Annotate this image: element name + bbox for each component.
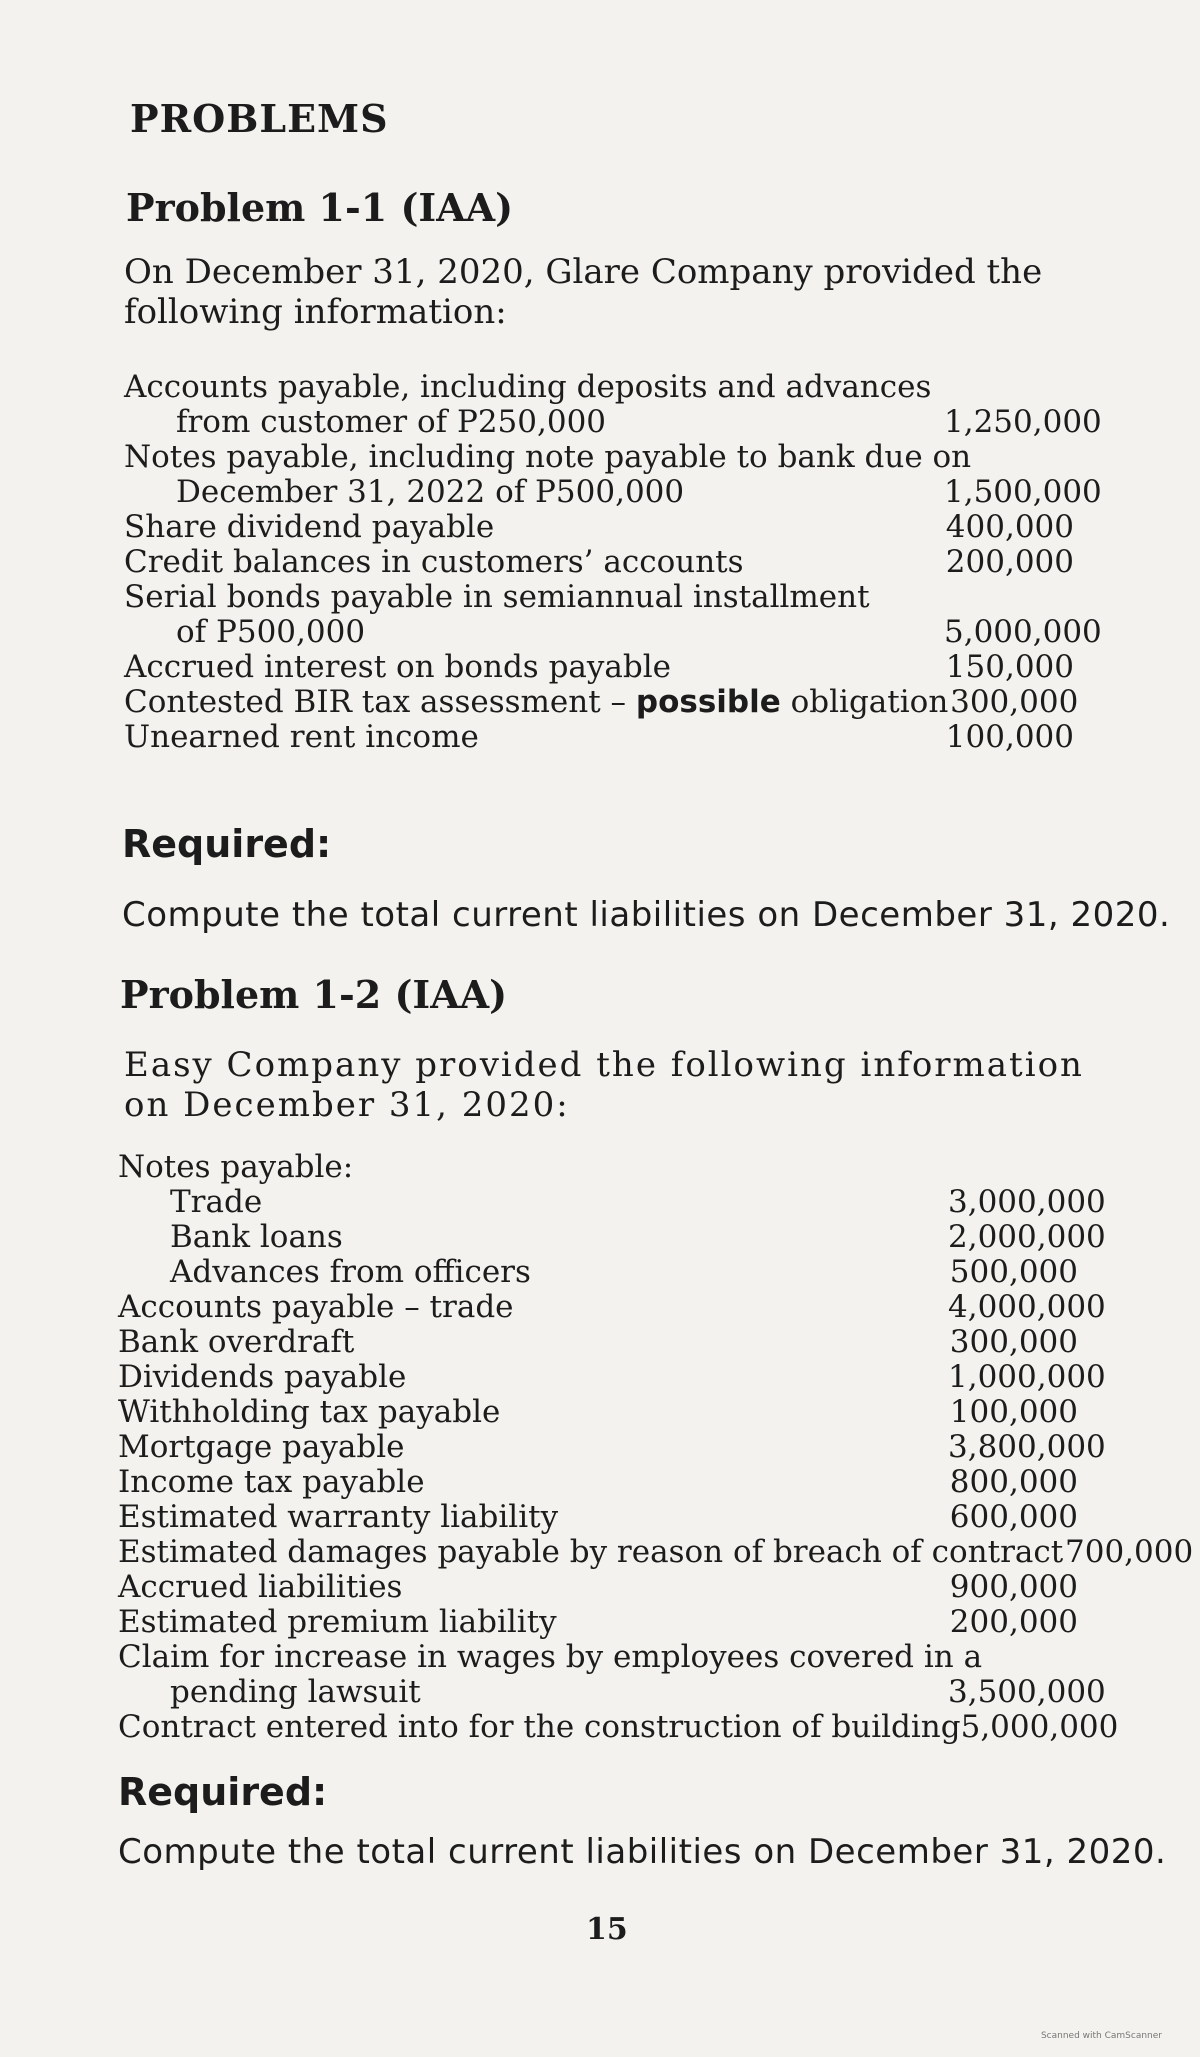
item-label: Mortgage payable (118, 1429, 405, 1465)
list-item (118, 1359, 1106, 1395)
item-label: Withholding tax payable (118, 1394, 501, 1430)
page-number: 15 (586, 1912, 628, 1947)
list-item (118, 1184, 1106, 1220)
item-amount: 1,500,000 (944, 474, 1102, 510)
item-amount: 900,000 (949, 1569, 1078, 1605)
item-label: Credit balances in customers’ accounts (124, 544, 744, 580)
item-amount: 5,000,000 (960, 1709, 1119, 1745)
item-amount: 4,000,000 (948, 1289, 1106, 1325)
section-heading: PROBLEMS (130, 96, 389, 141)
item-label-continued: of P500,000 (176, 614, 366, 650)
list-item (118, 1709, 1119, 1745)
item-label: Estimated damages payable by reason of breach of contract (118, 1534, 1064, 1570)
item-label: Income tax payable (118, 1464, 425, 1500)
item-amount: 150,000 (945, 649, 1074, 685)
scanner-watermark: Scanned with CamScanner (1040, 2031, 1162, 2041)
list-item (118, 1325, 1078, 1360)
item-label-continued: from customer of P250,000 (176, 404, 607, 440)
list-item (118, 1534, 1194, 1570)
item-label: Claim for increase in wages by employees covered in a (118, 1639, 983, 1675)
problem-2-required-text: Compute the total current liabilities on December 31, 2020. (118, 1832, 1167, 1872)
problem-1-required-label: Required: (122, 822, 332, 866)
item-label-continued: pending lawsuit (170, 1674, 421, 1710)
item-label: Accrued interest on bonds payable (124, 649, 671, 685)
problem-2-intro: Easy Company provided the following information on December 31, 2020: (124, 1045, 1084, 1125)
item-amount: 3,000,000 (948, 1184, 1106, 1220)
list-item (118, 1465, 1078, 1500)
problem-1-intro: On December 31, 2020, Glare Company provided the following information: (124, 252, 1043, 332)
list-item (118, 1639, 1106, 1710)
item-label: Notes payable, including note payable to bank due on (124, 439, 972, 475)
item-label: Share dividend payable (124, 509, 495, 545)
item-amount: 200,000 (945, 544, 1074, 580)
problem-1-items (124, 369, 1102, 755)
item-label (124, 685, 948, 720)
list-item (124, 510, 1074, 545)
group-label: Notes payable: (118, 1149, 354, 1185)
item-label: Serial bonds payable in semiannual installment (124, 579, 870, 615)
item-label-post: obligation (780, 684, 949, 720)
item-amount: 2,000,000 (948, 1219, 1106, 1255)
item-label: Trade (170, 1184, 263, 1220)
item-amount: 800,000 (949, 1464, 1078, 1500)
item-label: Advances from officers (170, 1254, 531, 1290)
item-amount: 600,000 (949, 1499, 1078, 1535)
list-item (118, 1570, 1078, 1605)
item-amount: 200,000 (949, 1604, 1078, 1640)
item-label: Estimated premium liability (118, 1604, 557, 1640)
list-item (124, 369, 1102, 440)
problem-1-title: Problem 1-1 (IAA) (126, 185, 514, 230)
item-amount: 300,000 (950, 684, 1079, 720)
item-amount: 3,800,000 (948, 1429, 1106, 1465)
item-label: Estimated warranty liability (118, 1499, 559, 1535)
list-item (118, 1219, 1106, 1255)
item-label-continued: December 31, 2022 of P500,000 (176, 474, 685, 510)
problem-2-title: Problem 1-2 (IAA) (120, 972, 508, 1017)
item-amount: 500,000 (949, 1254, 1078, 1290)
item-amount: 400,000 (945, 509, 1074, 545)
list-item (118, 1429, 1106, 1465)
item-label: Unearned rent income (124, 719, 479, 755)
problem-1-required-text: Compute the total current liabilities on December 31, 2020. (122, 895, 1171, 935)
list-item (118, 1255, 1078, 1290)
problem-2-required-label: Required: (118, 1770, 328, 1814)
item-amount: 5,000,000 (944, 614, 1102, 650)
item-label: Accounts payable, including deposits and advances (124, 369, 932, 405)
item-amount: 700,000 (1065, 1534, 1194, 1570)
item-label-emphasis: possible (635, 684, 781, 720)
list-item (124, 579, 1102, 650)
list-item (118, 1395, 1078, 1430)
list-item (124, 650, 1074, 685)
item-amount: 1,250,000 (944, 404, 1102, 440)
list-item (118, 1605, 1078, 1640)
list-item (124, 439, 1102, 510)
item-label: Dividends payable (118, 1359, 407, 1395)
item-amount: 100,000 (945, 719, 1074, 755)
list-item (118, 1500, 1078, 1535)
list-item (124, 720, 1074, 755)
item-label-pre: Contested BIR tax assessment – (124, 684, 636, 720)
item-amount: 300,000 (949, 1324, 1078, 1360)
list-item (118, 1289, 1106, 1325)
item-label: Accounts payable – trade (118, 1289, 514, 1325)
item-label: Accrued liabilities (118, 1569, 403, 1605)
list-item (124, 684, 1079, 720)
item-label: Bank overdraft (118, 1324, 355, 1360)
item-amount: 1,000,000 (948, 1359, 1106, 1395)
item-amount: 3,500,000 (948, 1674, 1106, 1710)
item-label: Bank loans (170, 1219, 343, 1255)
list-item (124, 545, 1074, 580)
item-label: Contract entered into for the construction of building (118, 1709, 961, 1745)
problem-2-items (118, 1149, 1194, 1745)
item-amount: 100,000 (949, 1394, 1078, 1430)
